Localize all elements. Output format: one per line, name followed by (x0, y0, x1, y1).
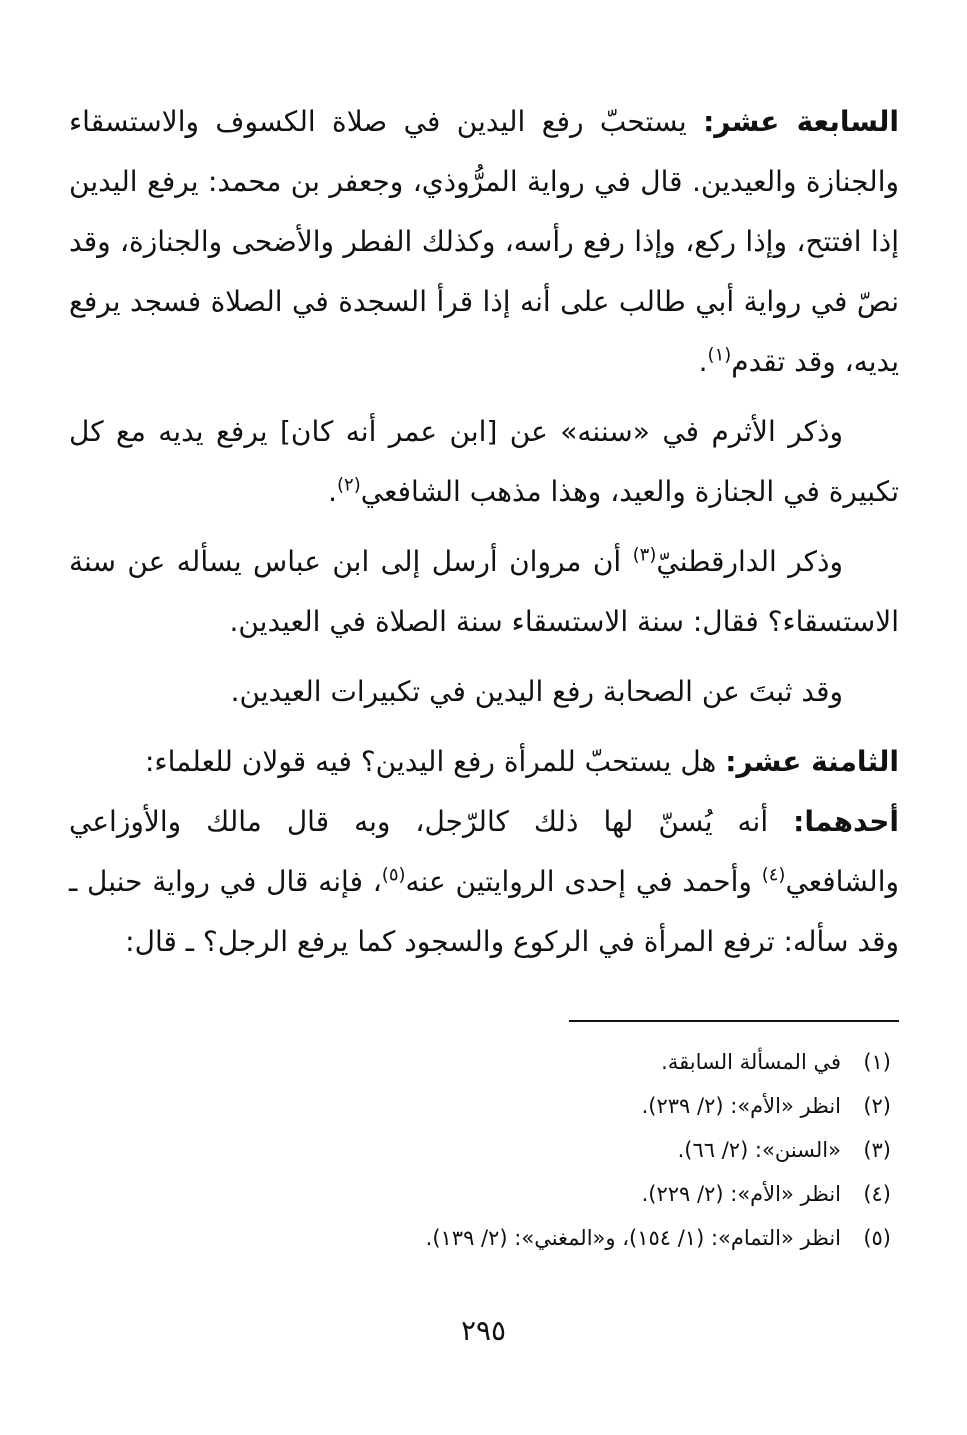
opinion-heading: أحدهما: (793, 805, 899, 838)
footnote-item (71, 1172, 891, 1216)
footnote-number: (٣) (863, 1138, 891, 1162)
paragraph-text: وذكر الدارقطنيّ (656, 545, 844, 578)
paragraph-first-opinion (69, 792, 899, 972)
paragraph-text-tail: . (698, 345, 708, 378)
paragraph-text-tail: . (328, 475, 338, 508)
footnote-item (71, 1040, 891, 1084)
paragraph-17 (69, 92, 899, 392)
paragraph-text: أنه يُسنّ لها ذلك كالرّجل، وبه قال مالك والأوزاعي والشافعي (69, 805, 900, 898)
section-heading: الثامنة عشر: (725, 745, 899, 778)
paragraph-text: يستحبّ رفع اليدين في صلاة الكسوف والاستسقاء والجنازة والعيدين. قال في رواية المرُّوذي، وجعفر بن محمد: يرفع اليدين إذا افتتح، وإذا ركع، وإذا رفع رأسه، وكذلك الفطر والأضحى والجنازة، وقد نصّ في رواية أبي طالب على أنه إذا قرأ السجدة في الصلاة فسجد يرفع يديه، وقد تقدم (69, 105, 899, 378)
footnote-item (71, 1216, 891, 1260)
paragraph-text: وذكر الأثرم في «سننه» عن [ابن عمر أنه كان] يرفع يديه مع كل تكبيرة في الجنازة والعيد، وهذا مذهب الشافعي (69, 415, 899, 508)
paragraph-athram (69, 402, 899, 522)
footnote-text: انظر «التمام»: (١/ ١٥٤)، و«المغني»: (٢/ ١٣٩). (425, 1226, 841, 1250)
footnote-number: (٥) (863, 1226, 891, 1250)
paragraph-text-tail: أن مروان أرسل إلى ابن عباس يسأله عن سنة الاستسقاء؟ فقال: سنة الاستسقاء سنة الصلاة في العيدين. (69, 545, 899, 638)
footnote-text: «السنن»: (٢/ ٦٦). (677, 1138, 841, 1162)
paragraph-daraqutni (69, 532, 899, 652)
footnotes-list (71, 1040, 891, 1260)
footnote-ref[interactable]: (٤) (761, 864, 786, 886)
footnote-item (71, 1084, 891, 1128)
footnote-ref[interactable]: (٢) (337, 474, 361, 496)
footnote-text: في المسألة السابقة. (661, 1050, 841, 1074)
footnote-number: (١) (863, 1050, 891, 1074)
paragraph-18 (69, 732, 899, 792)
footnote-number: (٢) (863, 1094, 891, 1118)
footnote-ref[interactable]: (٥) (381, 864, 406, 886)
paragraph-text-tail: ، فإنه قال في رواية حنبل ـ وقد سأله: ترفع المرأة في الركوع والسجود كما يرفع الرجل؟ ـ قال: (69, 865, 899, 958)
footnote-text: انظر «الأم»: (٢/ ٢٢٩). (641, 1182, 841, 1206)
footnote-number: (٤) (863, 1182, 891, 1206)
section-heading: السابعة عشر: (703, 105, 899, 138)
page-number: ٢٩٥ (460, 1314, 507, 1347)
paragraph-text: وقد ثبتَ عن الصحابة رفع اليدين في تكبيرات العيدين. (230, 675, 843, 708)
footnote-divider (569, 1020, 899, 1022)
main-text (69, 92, 899, 972)
footnote-ref[interactable]: (٣) (632, 544, 657, 566)
footnote-ref[interactable]: (١) (707, 344, 732, 366)
paragraph-text-mid: وأحمد في إحدى الروايتين عنه (405, 865, 762, 898)
footnote-text: انظر «الأم»: (٢/ ٢٣٩). (641, 1094, 841, 1118)
paragraph-sahaba (69, 662, 899, 722)
paragraph-text: هل يستحبّ للمرأة رفع اليدين؟ فيه قولان للعلماء: (144, 745, 726, 778)
footnote-item (71, 1128, 891, 1172)
